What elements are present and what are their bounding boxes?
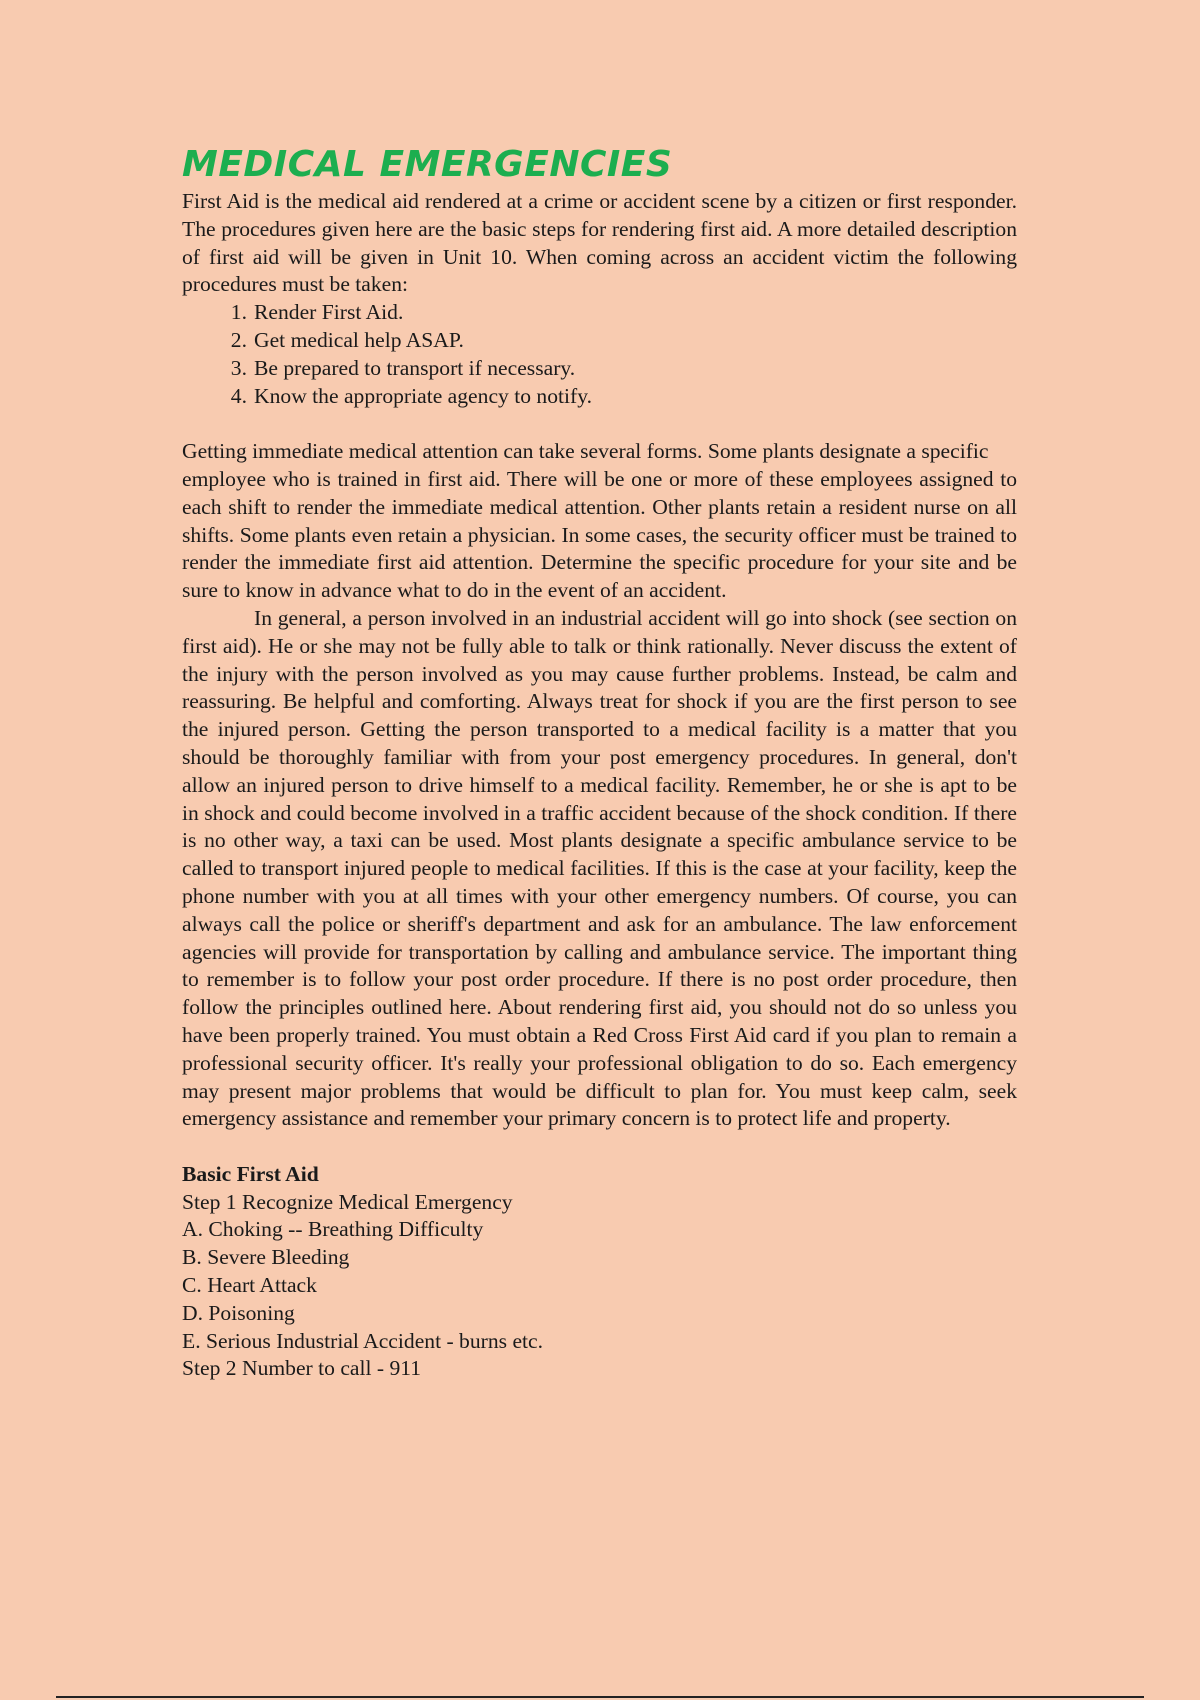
list-item-text: Get medical help ASAP. xyxy=(254,327,464,352)
basic-step-line: D. Poisoning xyxy=(182,1300,295,1325)
list-number: 2. xyxy=(230,327,247,352)
basic-step-line: A. Choking -- Breathing Difficulty xyxy=(182,1217,484,1242)
section-heading-basic-first-aid: Basic First Aid xyxy=(182,1161,319,1186)
basic-step-line: Step 2 Number to call - 911 xyxy=(182,1356,422,1381)
procedure-list xyxy=(182,299,1017,410)
list-item xyxy=(182,327,1017,355)
document-page xyxy=(182,142,1017,1383)
basic-step-line: Step 1 Recognize Medical Emergency xyxy=(182,1189,513,1214)
list-item-text: Know the appropriate agency to notify. xyxy=(254,383,592,408)
spacer xyxy=(182,1133,1017,1161)
list-item xyxy=(182,299,1017,327)
page-title: MEDICAL EMERGENCIES xyxy=(182,144,673,185)
basic-step-line: B. Severe Bleeding xyxy=(182,1245,350,1270)
paragraph-shock: In general, a person involved in an industrial accident will go into shock (see section on first aid). He or she may not be fully able to talk or think rationally. Never discuss the extent of the injury with the person involved as you may cause further problems. Instead, be calm and reassuring. Be helpful and comforting. Always treat for shock if you are the first person to see the injured person. Getting the person transported to a medical facility is a matter that you should be thoroughly familiar with from your post emergency procedures. In general, don't allow an injured person to drive himself to a medical facility. Remember, he or she is apt to be in shock and could become involved in a traffic accident because of the shock condition. If there is no other way, a taxi can be used. Most plants designate a specific ambulance service to be called to transport injured people to medical facilities. If this is the case at your facility, keep the phone number with you at all times with your other emergency numbers. Of course, you can always call the police or sheriff's department and ask for an ambulance. The law enforcement agencies will provide for transportation by calling and ambulance service. The important thing to remember is to follow your post order procedure. If there is no post order procedure, then follow the principles outlined here. About rendering first aid, you should not do so unless you have been properly trained. You must obtain a Red Cross First Aid card if you plan to remain a professional security officer. It's really your professional obligation to do so. Each emergency may present major problems that would be difficult to plan for. You must keep calm, seek emergency assistance and remember your primary concern is to protect life and property. xyxy=(182,605,1017,1131)
list-number: 3. xyxy=(230,355,247,380)
list-number: 1. xyxy=(230,300,247,325)
basic-step-line: C. Heart Attack xyxy=(182,1273,317,1298)
list-number: 4. xyxy=(230,383,247,408)
list-item-text: Be prepared to transport if necessary. xyxy=(254,355,576,380)
list-item xyxy=(182,383,1017,411)
intro-paragraph: First Aid is the medical aid rendered at a crime or accident scene by a citizen or first responder. The procedures given here are the basic steps for rendering first aid. A more detailed description of first aid will be given in Unit 10. When coming across an accident victim the following procedures must be taken: xyxy=(182,189,1017,297)
spacer xyxy=(182,410,1017,438)
footer-divider xyxy=(56,1696,1144,1698)
list-item-text: Render First Aid. xyxy=(254,300,404,325)
paragraph-medical-attention: employee who is trained in first aid. There will be one or more of these employees assigned to each shift to render the immediate medical attention. Other plants retain a resident nurse on all shifts. Some plants even retain a physician. In some cases, the security officer must be trained to render the immediate first aid attention. Determine the specific procedure for your site and be sure to know in advance what to do in the event of an accident. xyxy=(182,466,1017,603)
basic-step-line: E. Serious Industrial Accident - burns etc. xyxy=(182,1328,544,1353)
paragraph-medical-attention-line1: Getting immediate medical attention can take several forms. Some plants designate a specific xyxy=(182,439,989,464)
list-item xyxy=(182,355,1017,383)
